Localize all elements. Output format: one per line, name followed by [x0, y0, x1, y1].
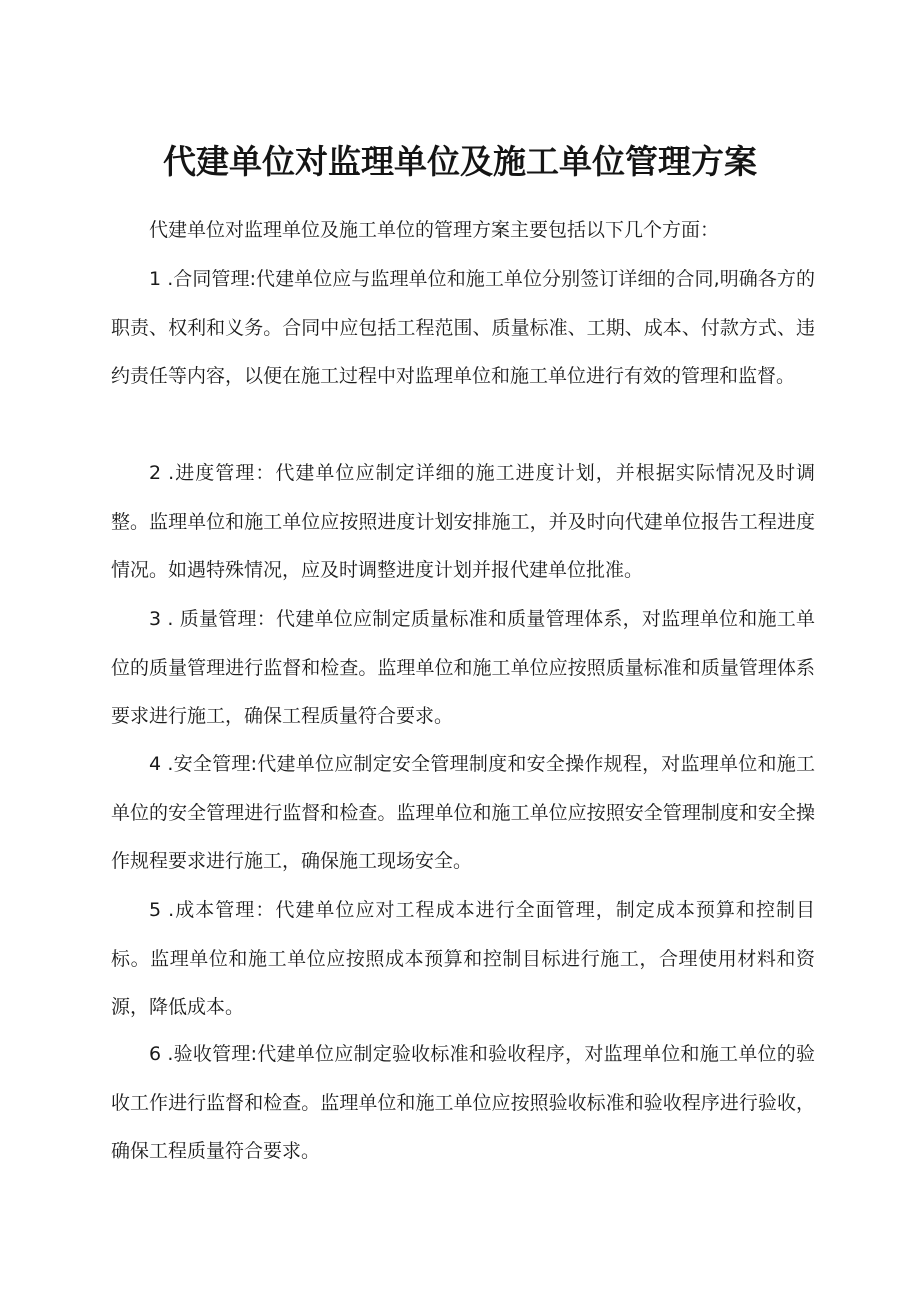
- document-title: 代建单位对监理单位及施工单位管理方案: [163, 142, 757, 182]
- paragraph-contract-management: 1 .合同管理:代建单位应与监理单位和施工单位分别签订详细的合同,明确各方的职责、权利和义务。合同中应包括工程范围、质量标准、工期、成本、付款方式、违约责任等内容，以便在施工过程中对监理单位和施工单位进行有效的管理和监督。: [111, 268, 815, 388]
- intro-paragraph: 代建单位对监理单位及施工单位的管理方案主要包括以下几个方面：: [149, 219, 720, 241]
- paragraph-acceptance-management: 6 .验收管理:代建单位应制定验收标准和验收程序，对监理单位和施工单位的验收工作进行监督和检查。监理单位和施工单位应按照验收标准和验收程序进行验收，确保工程质量符合要求。: [111, 1043, 815, 1163]
- paragraph-cost-management: 5 .成本管理：代建单位应对工程成本进行全面管理，制定成本预算和控制目标。监理单位和施工单位应按照成本预算和控制目标进行施工，合理使用材料和资源，降低成本。: [111, 899, 815, 1019]
- paragraph-safety-management: 4 .安全管理:代建单位应制定安全管理制度和安全操作规程，对监理单位和施工单位的安全管理进行监督和检查。监理单位和施工单位应按照安全管理制度和安全操作规程要求进行施工，确保施工现场安全。: [111, 753, 815, 873]
- paragraph-quality-management: 3 . 质量管理：代建单位应制定质量标准和质量管理体系，对监理单位和施工单位的质量管理进行监督和检查。监理单位和施工单位应按照质量标准和质量管理体系要求进行施工，确保工程质量符合要求。: [111, 608, 815, 728]
- paragraph-schedule-management: 2 .进度管理：代建单位应制定详细的施工进度计划，并根据实际情况及时调整。监理单位和施工单位应按照进度计划安排施工，并及时向代建单位报告工程进度情况。如遇特殊情况，应及时调整进度计划并报代建单位批准。: [111, 462, 815, 582]
